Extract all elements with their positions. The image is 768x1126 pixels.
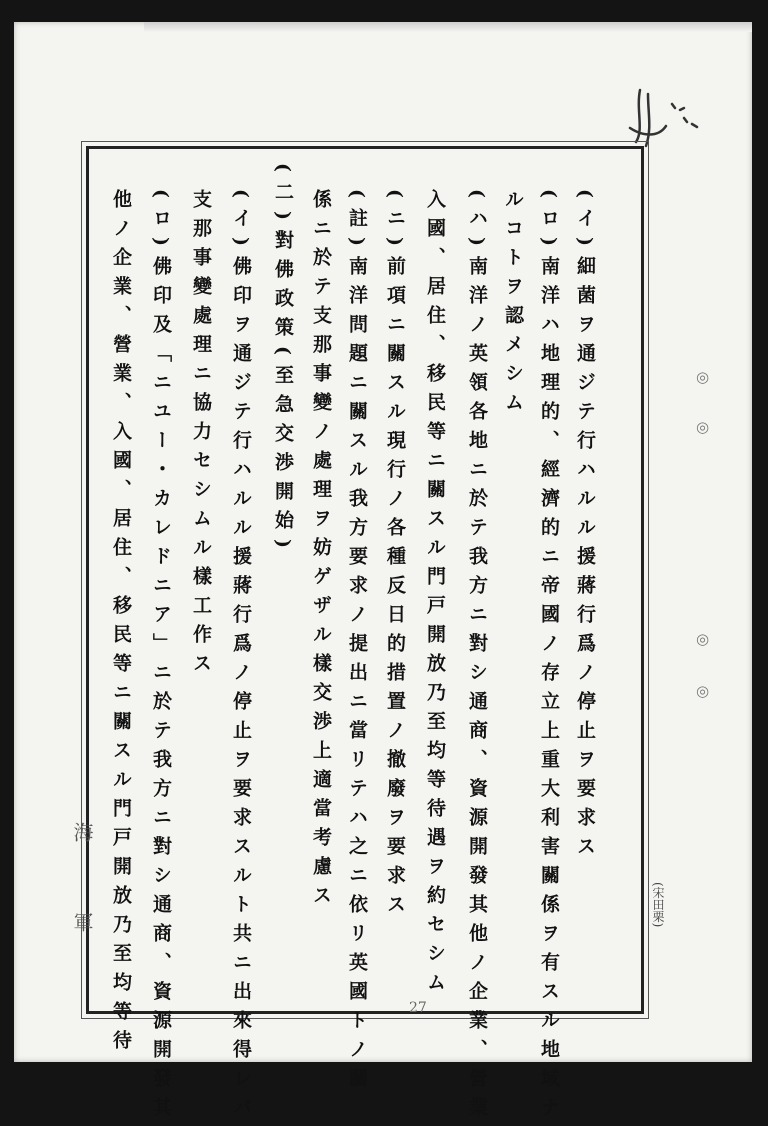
page-number: 27 <box>409 1000 427 1016</box>
section-heading: (二)對佛政策(至急交渉開始) <box>272 163 294 558</box>
margin-mark: ◎ <box>696 630 710 648</box>
text-column: ルコトヲ認メシム <box>502 189 524 421</box>
gutter-char: 海 <box>70 822 94 842</box>
text-column: (ロ)佛印及「ニユー・カレドニア」ニ於テ我方ニ對シ通商、資源開發其 <box>150 189 172 1126</box>
text-column: (ロ)南洋ハ地理的、經濟的ニ帝國ノ存立上重大利害關係ヲ有スル地域ナ <box>538 189 560 1126</box>
text-column: (ニ)前項ニ關スル現行ノ各種反日的措置ノ撤廢ヲ要求ス <box>384 189 406 923</box>
document-page <box>14 22 752 1126</box>
stamp-text: (宋田栗) <box>651 882 665 928</box>
text-column: (イ)佛印ヲ通ジテ行ハルル援蔣行爲ノ停止ヲ要求スルト共ニ出來得レバ <box>230 189 252 1126</box>
margin-mark: ◎ <box>696 368 710 386</box>
text-column: 支那事變處理ニ協力セシムル樣工作ス <box>190 189 212 682</box>
text-column: (ハ)南洋ノ英領各地ニ於テ我方ニ對シ通商、資源開發其他ノ企業、營業 <box>466 189 488 1126</box>
page-top-shadow <box>144 22 752 32</box>
text-frame <box>86 146 644 1126</box>
text-column: (註)南洋問題ニ關スル我方要求ノ提出ニ當リテハ之ニ依リ英國トノ關 <box>346 189 368 1097</box>
margin-mark: ◎ <box>696 682 710 700</box>
text-column: 係ニ於テ支那事變ノ處理ヲ妨ゲザル樣交渉上適當考慮ス <box>310 189 332 914</box>
text-column: 入國、居住、移民等ニ關スル門戸開放乃至均等待遇ヲ約セシム <box>424 189 446 1001</box>
text-column: (イ)細菌ヲ通ジテ行ハルル援蔣行爲ノ停止ヲ要求ス <box>574 189 596 865</box>
gutter-char: 軍 <box>70 912 94 932</box>
text-column: 他ノ企業、營業、入國、居住、移民等ニ關スル門戸開放乃至均等待 <box>110 189 132 1059</box>
margin-mark: ◎ <box>696 418 710 436</box>
